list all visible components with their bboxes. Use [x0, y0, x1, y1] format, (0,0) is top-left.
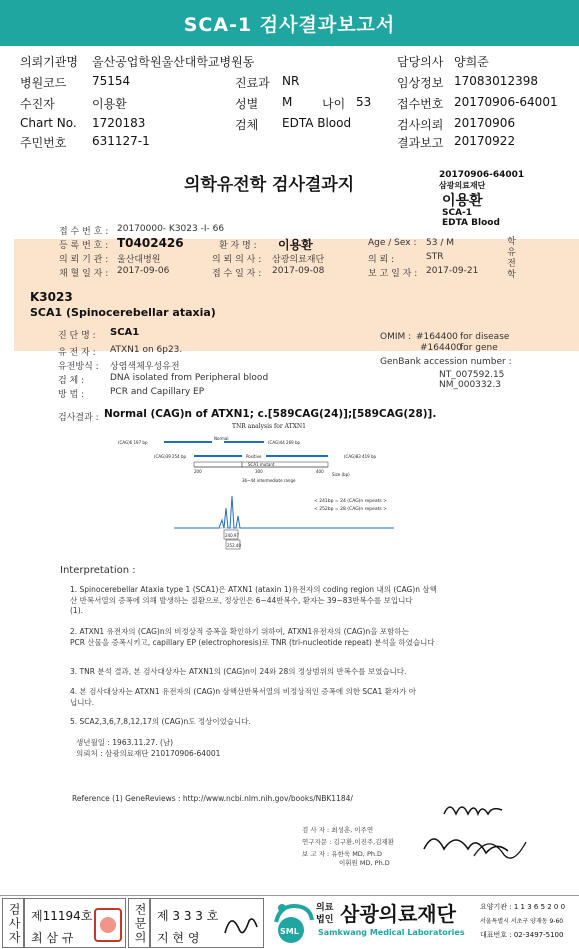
interp-line: PCR 산물을 증폭시키고, capillary EP (electrophoresis)로 TNR (tri-nucleotide repeat) 분석을 하였습니다 [70, 638, 435, 647]
org-prefix: 의료법인 [316, 903, 334, 925]
test-name: SCA1 (Spinocerebellar ataxia) [30, 306, 216, 319]
header-label: 결과보고 [397, 136, 444, 150]
omim-label: OMIM : [380, 332, 412, 342]
header-value: 양희준 [454, 55, 489, 69]
chaehyeol-value: 2017-09-06 [117, 266, 170, 276]
header-label: Chart No. [20, 116, 77, 130]
legend-line-2: < 252bp = 28 (CAG)n repeats > [314, 507, 387, 512]
bogo-label: 보 고 일 자 : [368, 269, 418, 279]
header-value: 17083012398 [454, 74, 538, 88]
signature-3 [474, 842, 526, 858]
omim2-note: for gene [460, 343, 498, 353]
header-label: 임상정보 [397, 76, 444, 90]
jeopsu-label: 접 수 번 호 : [59, 227, 109, 237]
legend-line-1: < 241bp = 24 (CAG)n repeats > [314, 499, 387, 504]
logo-text: SML [280, 927, 299, 936]
scale-tick: 300 [255, 469, 263, 474]
scale-unit: Size (bp) [332, 472, 350, 477]
header-value: EDTA Blood [282, 116, 352, 130]
jeopsu-value: 20170000- K3023 -I- 66 [117, 224, 225, 234]
header-label: 주민번호 [20, 136, 67, 150]
interp-title: Interpretation : [60, 565, 136, 576]
signature-1 [444, 807, 502, 814]
header-value: 631127-1 [92, 134, 150, 148]
header-value: 20170906-64001 [454, 95, 558, 109]
bogo-value: 2017-09-21 [426, 266, 479, 276]
corner-specimen: EDTA Blood [442, 218, 500, 228]
header-label: 접수번호 [397, 97, 444, 111]
deungrok-label: 등 록 번 호 : [59, 241, 109, 251]
normal-range-box [194, 462, 242, 467]
banggsik-value: 상염색체우성유전 [110, 362, 180, 372]
uiroegigwan-value: 울산대병원 [117, 255, 161, 265]
uiroegigwan-label: 의 뢰 기 관 : [59, 255, 109, 265]
jindan-value: SCA1 [110, 327, 140, 338]
bar-label: Positive [246, 454, 262, 459]
genbank-label: GenBank accession number : [380, 357, 512, 367]
corner-test: SCA-1 [442, 208, 473, 218]
agesex-value: 53 / M [426, 238, 454, 248]
omim1: #164400 [416, 332, 458, 342]
inspector-license: 제11194호 [31, 909, 93, 923]
corner-lab: 삼광의료재단 [439, 181, 486, 190]
org-en: Samkwang Medical Laboratories [318, 928, 465, 937]
header-value: M [282, 95, 293, 109]
scale-tick: 400 [316, 469, 324, 474]
reference-line: Reference (1) GeneReviews : http://www.ncbi.nlm.nih.gov/books/NBK1184/ [72, 794, 353, 803]
uiroeuisa-label: 의 뢰 의 사 : [212, 255, 262, 265]
yujeonja-value: ATXN1 on 6p23. [110, 345, 183, 355]
bar-label: (CAG)83 419 bp [344, 454, 377, 459]
uiroeuisa-value: 삼광의료재단 [272, 255, 325, 265]
interp-line: 3. TNR 분석 결과, 본 검사대상자는 ATXN1의 (CAG)n이 24와 28의 정상범위의 반복수를 보였습니다. [70, 667, 407, 676]
header-label: 담당의사 [397, 55, 444, 69]
header-value: 20170906 [454, 116, 516, 130]
result-label: 검사결과 : [58, 413, 99, 423]
scale-note: 36~44 intermediate range [242, 478, 296, 483]
inspector-label: 검사자 [7, 903, 21, 945]
bar-label: Normal [214, 436, 229, 441]
hwanja-value: 이용환 [278, 238, 313, 252]
corner-name: 이용환 [442, 193, 483, 209]
header-label: 검체 [235, 118, 259, 132]
result-value: Normal (CAG)n of ATXN1; c.[589CAG(24)];[589CAG(28)]. [104, 408, 437, 420]
header-value: NR [282, 74, 300, 88]
org-code: 요양기관 : 1 1 3 6 5 2 0 0 [480, 903, 566, 911]
header-value: 20170922 [454, 134, 516, 148]
peak-label-2: 252.40 [227, 543, 241, 548]
inspector-cell [24, 898, 126, 948]
omim1-note: for disease [460, 332, 510, 342]
interp-line: 닙니다. [70, 698, 95, 707]
bar-label: (CAG)44 269 bp [268, 440, 301, 445]
jeopsuil-label: 접 수 일 자 : [212, 269, 262, 279]
org-name: 삼광의료재단 [340, 902, 456, 926]
interp-line: 2. ATXN1 유전자의 (CAG)n의 비정상적 증폭을 확인하기 위하여, ATXN1유전자의 (CAG)n을 포함하는 [70, 627, 409, 636]
interp-line: 산 반복서열의 증폭에 의해 발생하는 질환으로, 정상인은 6~44반복수, 환자는 39~83반복수를 보입니다 [70, 596, 413, 605]
birth-line: 생년월일 : 1963.11.27. (남) [76, 738, 174, 747]
chaehyeol-label: 채 혈 일 자 : [59, 269, 109, 279]
header-value: 75154 [92, 74, 131, 88]
header-label: 나이 [322, 97, 346, 111]
specialist-license: 제 3 3 3 호 [157, 909, 219, 923]
jeopsuil-value: 2017-09-08 [272, 266, 325, 276]
staff-line: 검 사 자 : 최성훈, 이주연 [302, 826, 374, 834]
bar-label: (CAG)6 197 bp [118, 440, 148, 445]
deungrok-value: T0402426 [117, 236, 184, 250]
tnr-figure [114, 420, 414, 550]
inspector-name: 최 삼 규 [31, 931, 74, 945]
jindan-label: 진 단 명 : [58, 331, 96, 341]
genbank2: NM_000332.3 [439, 380, 501, 390]
uiroe-value: STR [426, 252, 444, 262]
footer [0, 895, 579, 949]
interp-line: 1. Spinocerebellar Ataxia type 1 (SCA1)은 ATXN1 (ataxin 1)유전자의 coding region 내의 (CAG)n 삼핵 [70, 585, 437, 594]
test-code: K3023 [30, 290, 73, 304]
genbank1: NT_007592.15 [439, 370, 505, 380]
org-address: 서울특별시 서초구 양재동 9-60 [480, 918, 564, 925]
signatures [414, 794, 564, 879]
header-value: 53 [356, 95, 372, 109]
report-header-bar [0, 0, 579, 46]
geomche-label: 검 체 : [58, 376, 85, 386]
doc-title: 의학유전학 검사결과지 [184, 175, 355, 195]
hwanja-label: 환 자 명 : [219, 241, 257, 251]
specialist-signature [221, 907, 259, 943]
header-value: 이용환 [92, 97, 127, 111]
inspector-label-cell [2, 898, 24, 948]
bangbeop-value: PCR and Capillary EP [110, 387, 205, 397]
corner-acc: 20170906-64001 [439, 170, 525, 180]
specialist-cell [150, 898, 264, 948]
header-label: 성별 [235, 97, 259, 111]
specialist-label: 전문의 [133, 903, 147, 945]
uiroe-label: 의 뢰 : [368, 255, 395, 265]
header-label: 의뢰기관명 [20, 55, 78, 69]
specialist-name: 지 현 영 [157, 931, 200, 945]
peak-label-1: 240.97 [225, 533, 239, 538]
omim2: #164400 [420, 343, 462, 353]
org-phone: 대표번호 : 02-3497-5100 [480, 931, 564, 939]
geomche-value: DNA isolated from Peripheral blood [110, 373, 269, 383]
banggsik-label: 유전방식 : [58, 362, 99, 372]
sml-logo-icon [268, 902, 314, 946]
yujeonja-label: 유 전 자 : [58, 348, 96, 358]
side-note: 학유전학 [505, 236, 515, 280]
ref-line: 의뢰처 : 삼광의료재단 210170906-64001 [76, 749, 221, 758]
report-title: SCA-1 검사결과보고서 [183, 13, 396, 36]
bangbeop-label: 방 법 : [58, 390, 85, 400]
staff-line: 이휘원 MD, Ph.D [339, 859, 390, 867]
mutant-label: SCA1 mutant [248, 462, 275, 467]
scale-tick: 200 [194, 469, 202, 474]
header-value: 울산공업학원울산대학교병원동 [92, 55, 255, 69]
staff-line: 보 고 자 : 유한욱 MD, Ph.D [302, 850, 383, 858]
bar-label: (CAG)39 254 bp [154, 454, 187, 459]
interp-line: (1). [70, 606, 84, 615]
header-value: 1720183 [92, 116, 146, 130]
figure-title: TNR analysis for ATXN1 [232, 423, 306, 430]
scanned-report [14, 152, 579, 892]
specialist-label-cell [128, 898, 150, 948]
interp-line: 5. SCA2,3,6,7,8,12,17의 (CAG)n도 정상이었습니다. [70, 717, 251, 726]
interp-line: 4. 본 검사대상자는 ATXN1 유전자의 (CAG)n 삼핵산반복서열의 비정상적인 증폭에 의한 SCA1 환자가 아 [70, 687, 417, 696]
header-label: 검사의뢰 [397, 118, 444, 132]
header-label: 수진자 [20, 97, 55, 111]
agesex-label: Age / Sex : [368, 238, 417, 248]
staff-line: 연구자문 : 김구환,이진주,김재환 [302, 838, 395, 846]
header-label: 병원코드 [20, 76, 67, 90]
seal-stamp [93, 907, 123, 943]
header-label: 진료과 [235, 76, 270, 90]
